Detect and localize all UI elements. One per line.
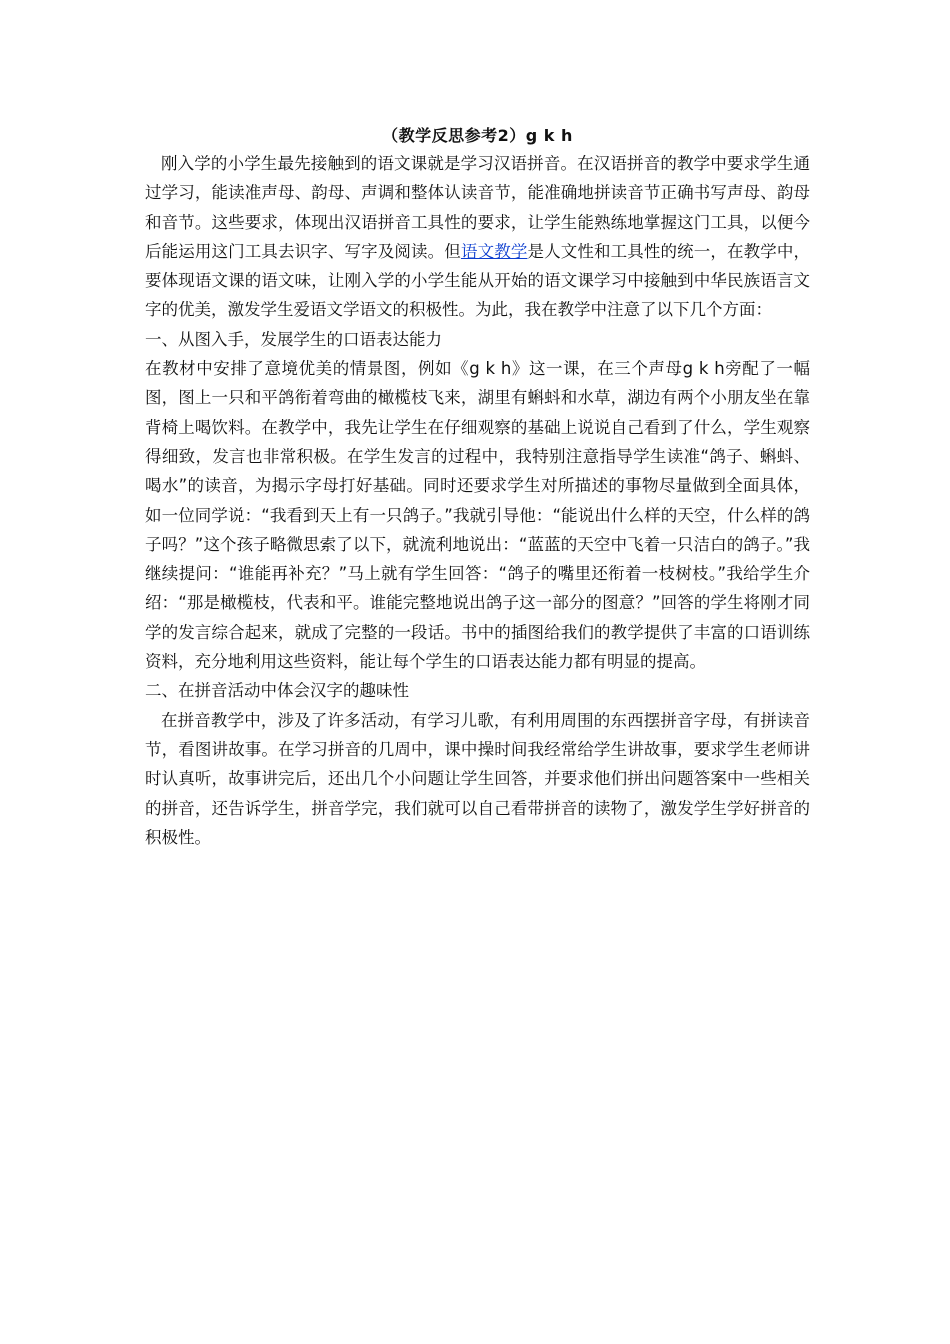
chinese-teaching-link[interactable]: 语文教学 — [460, 241, 528, 261]
intro-paragraph — [145, 149, 810, 325]
section-2-heading: 二、在拼音活动中体会汉字的趣味性 — [145, 681, 409, 701]
section-2-body: 在拼音教学中，涉及了许多活动，有学习儿歌，有利用周围的东西摆拼音字母，有拼读音节，看图讲故事。在学习拼音的几周中，课中操时间我经常给学生讲故事，要求学生老师讲时认真听，故事讲完后，还出几个小问题让学生回答，并要求他们拼出问题答案中一些相关的拼音，还告诉学生，拼音学完，我们就可以自己看带拼音的读物了，激发学生学好拼音的积极性。 — [145, 710, 810, 847]
document-title: （教学反思参考2）g k h — [382, 126, 573, 145]
document-page — [145, 124, 810, 852]
section-1-heading: 一、从图入手，发展学生的口语表达能力 — [145, 329, 442, 349]
intro-text-after-link: 是人文性和工具性的统一，在教学中，要体现语文课的语文味，让刚入学的小学生能从开始的语文课学习中接触到中华民族语言文字的优美，激发学生爱语文学语文的积极性。为此，我在教学中注意了以下几个方面： — [145, 241, 811, 320]
intro-text-before-link: 刚入学的小学生最先接触到的语文课就是学习汉语拼音。在汉语拼音的教学中要求学生通过学习，能读准声母、韵母、声调和整体认读音节，能准确地拼读音节正确书写声母、韵母和音节。这些要求，体现出汉语拼音工具性的要求，让学生能熟练地掌握这门工具，以便今后能运用这门工具去识字、写字及阅读。但 — [145, 154, 810, 261]
section-1-body: 在教材中安排了意境优美的情景图，例如《g k h》这一课，在三个声母g k h旁配了一幅图，图上一只和平鸽衔着弯曲的橄榄枝飞来，湖里有蝌蚪和水草，湖边有两个小朋友坐在靠背椅上喝饮料。在教学中，我先让学生在仔细观察的基础上说说自己看到了什么，学生观察得细致，发言也非常积极。在学生发言的过程中，我特别注意指导学生读准“鸽子、蝌蚪、喝水”的读音，为揭示字母打好基础。同时还要求学生对所描述的事物尽量做到全面具体，如一位同学说：“我看到天上有一只鸽子。”我就引导他：“能说出什么样的天空，什么样的鸽子吗？”这个孩子略微思索了以下，就流利地说出：“蓝蓝的天空中飞着一只洁白的鸽子。”我继续提问：“谁能再补充？”马上就有学生回答：“鸽子的嘴里还衔着一枝树枝。”我给学生介绍：“那是橄榄枝，代表和平。谁能完整地说出鸽子这一部分的图意？”回答的学生将刚才同学的发言综合起来，就成了完整的一段话。书中的插图给我们的教学提供了丰富的口语训练资料，充分地利用这些资料，能让每个学生的口语表达能力都有明显的提高。 — [145, 359, 810, 672]
